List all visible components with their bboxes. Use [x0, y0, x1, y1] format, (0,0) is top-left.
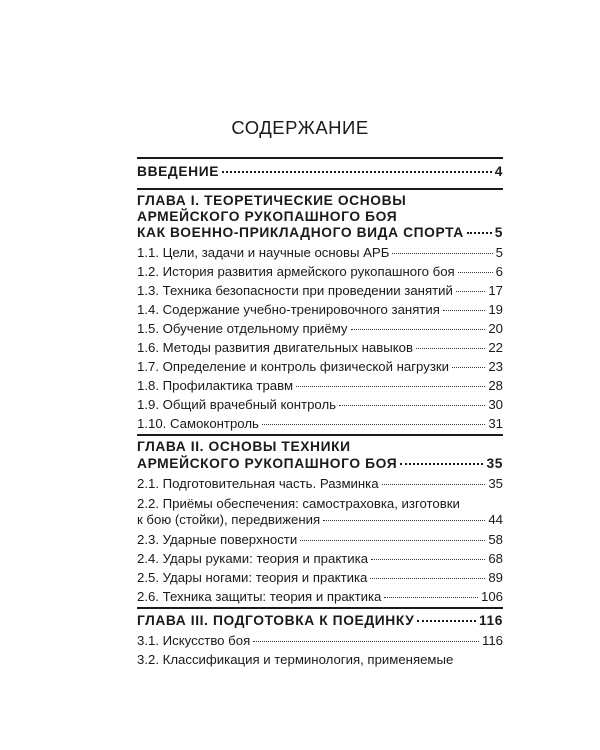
dot-leader — [458, 272, 493, 273]
toc-entry-text: 1.3. Техника безопасности при проведении занятий — [137, 283, 453, 298]
toc-page-number: 116 — [478, 613, 503, 628]
toc-item[interactable] — [137, 632, 503, 649]
toc-page-number: 4 — [494, 164, 503, 179]
toc-entry-text: ВВЕДЕНИЕ — [137, 164, 220, 179]
toc-entry-text: 3.1. Искусство боя — [137, 633, 251, 648]
chapter1-title-line1: ГЛАВА I. ТЕОРЕТИЧЕСКИЕ ОСНОВЫ — [137, 193, 407, 208]
toc-item[interactable] — [137, 588, 503, 605]
toc-item[interactable] — [137, 377, 503, 394]
divider — [137, 434, 503, 436]
toc-page-number: 23 — [488, 359, 503, 374]
toc-page-number: 28 — [488, 378, 503, 393]
toc-entry-text: 1.10. Самоконтроль — [137, 416, 259, 431]
toc-item[interactable] — [137, 358, 503, 375]
toc-entry-text: 1.2. История развития армейского рукопашного боя — [137, 264, 455, 279]
toc-page-number: 20 — [488, 321, 503, 336]
toc-page-number: 30 — [488, 397, 503, 412]
dot-leader — [452, 367, 485, 368]
toc-page-number: 35 — [486, 456, 503, 471]
page-title: СОДЕРЖАНИЕ — [231, 117, 369, 138]
toc-entry-text: 1.6. Методы развития двигательных навыков — [137, 340, 413, 355]
dot-leader — [456, 291, 485, 292]
toc-page-number: 6 — [495, 264, 503, 279]
toc-page-number: 19 — [488, 302, 503, 317]
divider — [137, 188, 503, 190]
toc-entry-text: КАК ВОЕННО-ПРИКЛАДНОГО ВИДА СПОРТА — [137, 225, 464, 240]
toc-page-number: 68 — [488, 551, 503, 566]
toc-entry-text: 1.5. Обучение отдельному приёму — [137, 321, 348, 336]
toc-item[interactable] — [137, 282, 503, 299]
toc-entry-text: к бою (стойки), передвижения — [137, 512, 321, 527]
toc-entry-text: 1.9. Общий врачебный контроль — [137, 397, 337, 412]
toc-entry-text: 2.6. Техника защиты: теория и практика — [137, 589, 382, 604]
dot-leader — [467, 232, 492, 234]
dot-leader — [417, 620, 476, 622]
toc-item[interactable] — [137, 301, 503, 318]
toc-entry-text: 1.7. Определение и контроль физической нагрузки — [137, 359, 450, 374]
toc-page-number: 5 — [495, 245, 503, 260]
toc-chapter2[interactable] — [137, 455, 503, 472]
dot-leader — [443, 310, 485, 311]
toc-item[interactable] — [137, 511, 503, 528]
toc-entry-text: 2.1. Подготовительная часть. Разминка — [137, 476, 379, 491]
toc-entry-text: 1.4. Содержание учебно-тренировочного занятия — [137, 302, 440, 317]
toc-page-number: 35 — [488, 476, 503, 491]
toc-page-number: 58 — [488, 532, 503, 547]
dot-leader — [323, 520, 485, 521]
toc-entry-text: 2.5. Удары ногами: теория и практика — [137, 570, 368, 585]
toc-item[interactable] — [137, 396, 503, 413]
divider — [137, 607, 503, 609]
toc-item[interactable] — [137, 531, 503, 548]
dot-leader — [382, 484, 486, 485]
toc-item[interactable] — [137, 320, 503, 337]
toc-item[interactable] — [137, 475, 503, 492]
toc-entry-text: 2.3. Ударные поверхности — [137, 532, 298, 547]
toc-intro[interactable] — [137, 163, 503, 180]
dot-leader — [416, 348, 485, 349]
dot-leader — [351, 329, 486, 330]
toc-page-number: 44 — [488, 512, 503, 527]
toc-chapter3[interactable] — [137, 612, 503, 629]
toc-item[interactable] — [137, 244, 503, 261]
toc-entry-text: 1.8. Профилактика травм — [137, 378, 294, 393]
toc-page-number: 116 — [481, 633, 503, 648]
toc-entry-text: АРМЕЙСКОГО РУКОПАШНОГО БОЯ — [137, 456, 398, 471]
toc-item[interactable] — [137, 550, 503, 567]
toc-item[interactable] — [137, 263, 503, 280]
dot-leader — [371, 559, 485, 560]
toc-entry-text: 2.4. Удары руками: теория и практика — [137, 551, 369, 566]
dot-leader — [400, 463, 483, 465]
toc-page-number: 106 — [480, 589, 503, 604]
toc-page-number: 17 — [488, 283, 503, 298]
chapter2-title-line1: ГЛАВА II. ОСНОВЫ ТЕХНИКИ — [137, 439, 351, 454]
dot-leader — [262, 424, 485, 425]
toc-item[interactable] — [137, 415, 503, 432]
dot-leader — [370, 578, 485, 579]
toc-chapter1[interactable] — [137, 224, 503, 241]
divider — [137, 157, 503, 159]
toc-entry-text: ГЛАВА III. ПОДГОТОВКА К ПОЕДИНКУ — [137, 613, 415, 628]
dot-leader — [253, 641, 479, 642]
toc-item[interactable] — [137, 339, 503, 356]
dot-leader — [339, 405, 485, 406]
toc-item-line1: 2.2. Приёмы обеспечения: самостраховка, изготовки — [137, 496, 460, 511]
dot-leader — [392, 253, 492, 254]
toc-item[interactable] — [137, 569, 503, 586]
dot-leader — [296, 386, 485, 387]
toc-item[interactable]: 3.2. Классификация и терминология, применяемые — [137, 652, 454, 667]
toc-page-number: 22 — [488, 340, 503, 355]
toc-page-number: 31 — [488, 416, 503, 431]
toc-page-number: 5 — [494, 225, 503, 240]
dot-leader — [384, 597, 478, 598]
toc-page-number: 89 — [488, 570, 503, 585]
toc-entry-text: 1.1. Цели, задачи и научные основы АРБ — [137, 245, 390, 260]
dot-leader — [222, 171, 492, 173]
chapter1-title-line2: АРМЕЙСКОГО РУКОПАШНОГО БОЯ — [137, 209, 398, 224]
dot-leader — [300, 540, 485, 541]
